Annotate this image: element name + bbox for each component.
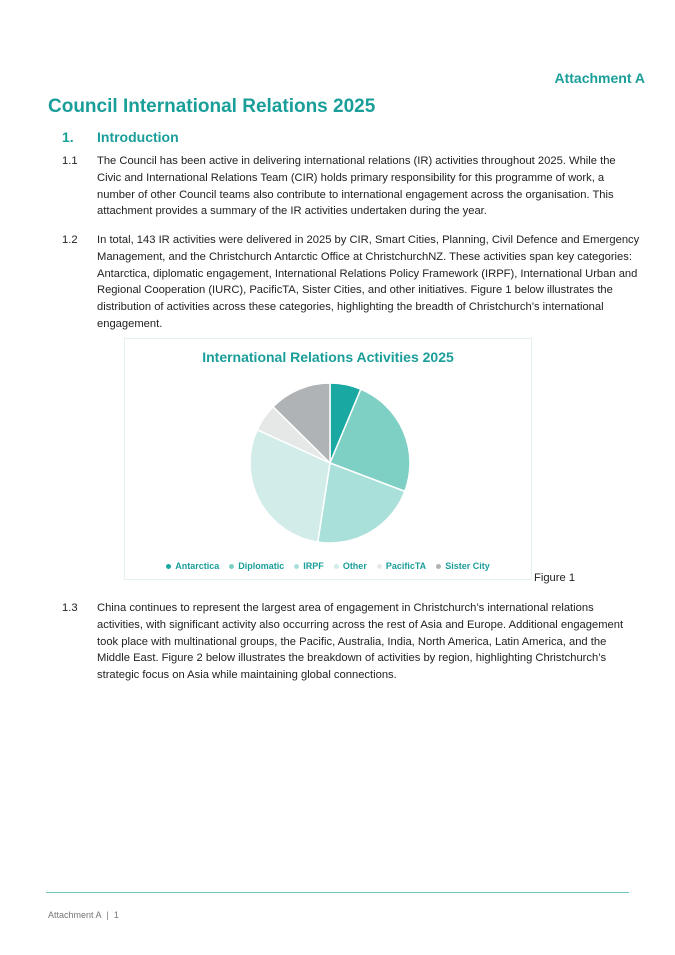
paragraph-1-2	[62, 232, 640, 333]
section-title: Introduction	[97, 129, 179, 145]
section-heading	[62, 129, 179, 145]
pie-chart-plot	[125, 339, 533, 581]
footer	[48, 910, 119, 920]
paragraph-text: China continues to represent the largest area of engagement in Christchurch’s international relations activities, with significant activity also occurring across the rest of Asia and Europe. Additional engagement took place with multinational groups, the Pacific, Australia, India, North America, Latin America, and the Middle East. Figure 2 below illustrates the breakdown of activities by region, highlighting Christchurch’s strategic focus on Asia while maintaining global connections.	[97, 602, 624, 682]
footer-divider	[46, 892, 629, 893]
legend-swatch	[436, 564, 441, 569]
legend-label: Antarctica	[175, 561, 220, 571]
legend-item-pacificta	[377, 561, 426, 571]
chart-title: International Relations Activities 2025	[202, 349, 454, 365]
footer-label: Attachment A	[48, 910, 102, 920]
paragraph-number: 1.1	[62, 155, 78, 167]
legend-item-antarctica	[166, 561, 219, 571]
legend-item-diplomatic	[229, 561, 284, 571]
pie-chart	[124, 338, 532, 580]
legend-swatch	[377, 564, 382, 569]
paragraph-1-1	[62, 153, 640, 220]
chart-legend	[125, 561, 531, 571]
paragraph-number: 1.2	[62, 234, 78, 246]
page-title: Council International Relations 2025	[48, 96, 376, 117]
attachment-label: Attachment A	[554, 70, 645, 86]
figure-caption: Figure 1	[534, 572, 576, 584]
legend-swatch	[229, 564, 234, 569]
legend-swatch	[166, 564, 171, 569]
legend-item-sister-city	[436, 561, 490, 571]
legend-label: IRPF	[303, 561, 324, 571]
legend-item-other	[334, 561, 367, 571]
section-number: 1.	[62, 129, 74, 145]
legend-swatch	[334, 564, 339, 569]
page-number: 1	[113, 910, 119, 920]
legend-label: Other	[342, 561, 367, 571]
legend-label: Diplomatic	[238, 561, 285, 571]
paragraph-text: In total, 143 IR activities were delivered in 2025 by CIR, Smart Cities, Planning, Civil Defence and Emergency Management, and the Christchurch Antarctic Office at ChristchurchNZ. These activities span key categories: Antarctica, diplomatic engagement, International Relations Policy Framework (IRPF), International Urban and Regional Cooperation (IURC), PacificTA, Sister Cities, and other initiatives. Figure 1 below illustrates the distribution of activities across these categories, highlighting the breadth of Christchurch’s international engagement.	[97, 234, 640, 330]
paragraph-number: 1.3	[62, 602, 78, 614]
footer-separator: |	[106, 910, 109, 920]
legend-label: Sister City	[445, 561, 490, 571]
legend-label: PacificTA	[385, 561, 427, 571]
legend-swatch	[294, 564, 299, 569]
legend-item-irpf	[294, 561, 324, 571]
paragraph-text: The Council has been active in delivering international relations (IR) activities throughout 2025. While the Civic and International Relations Team (CIR) holds primary responsibility for this programme of work, a number of other Council teams also contribute to international engagement across the organisation. This attachment provides a summary of the IR activities undertaken during the year.	[97, 155, 616, 218]
paragraph-1-3	[62, 600, 640, 684]
